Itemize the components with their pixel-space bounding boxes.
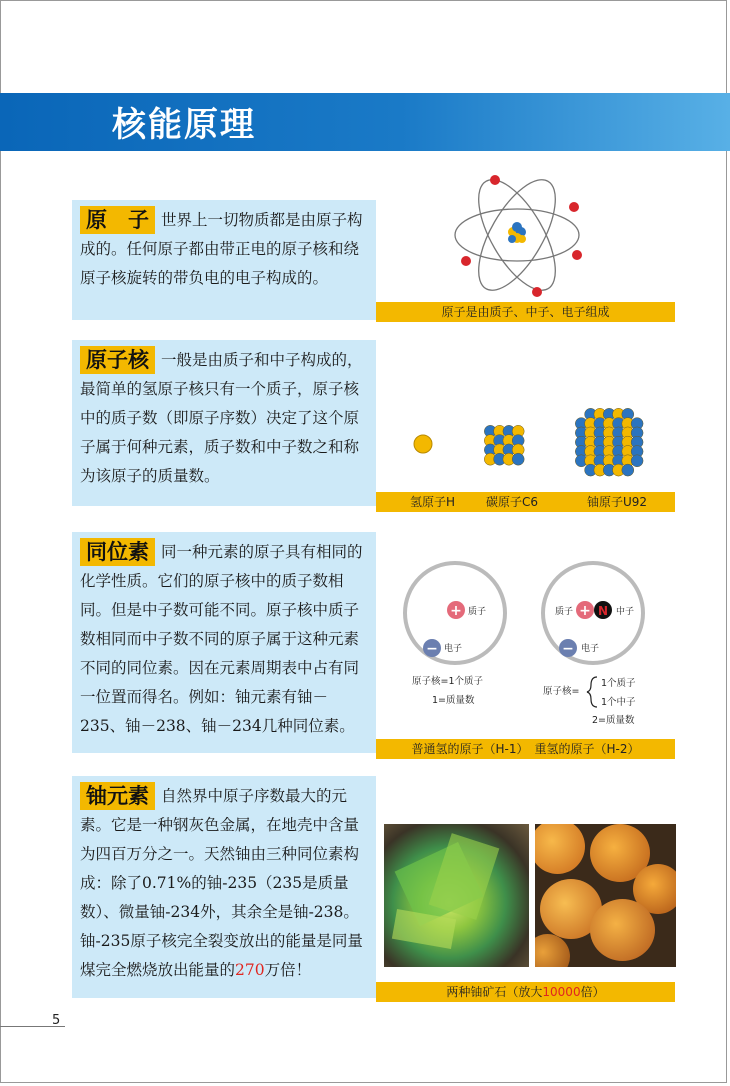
h2-mass: 2=质量数 [592,715,635,726]
svg-text:N: N [597,604,609,618]
page-number: 5 [52,1013,61,1028]
nucleus-section [72,340,376,506]
h1-mass: 1=质量数 [432,695,475,706]
mineral-photo-green [384,824,529,967]
h2-proton-label: 质子 [555,607,574,617]
uranium-text: 自然界中原子序数最大的元素。它是一种钢灰色金属，在地壳中含量为四百万分之一。天然铀由三种同位素构成：除了0.71%的铀-235（235是质量数）、微量铀-234外，其余全是铀-238。铀-235原子核完全裂变放出的能量是同量煤完全燃烧放出能量的 [80,787,363,979]
nucleon [622,464,634,476]
isotope-tag: 同位素 [80,538,155,566]
h1-electron-label: 电子 [444,644,463,654]
h2-neutron-label: 中子 [616,607,635,617]
nuclei-illustration [395,398,675,490]
uranium-text-end: 万倍！ [264,961,312,979]
carbon-label: 碳原子C6 [486,495,539,509]
nucleon [512,453,524,465]
mineral-photo-orange [535,824,676,967]
h1-proton-label: 质子 [468,607,487,617]
carbon-nucleus [484,425,524,465]
uranium-label: 铀原子U92 [587,495,648,509]
atom-caption: 原子是由质子、中子、电子组成 [376,302,675,322]
svg-text:−: − [562,641,574,657]
svg-text:+: + [450,603,462,619]
nuclei-caption [376,492,675,512]
ore-caption [376,982,675,1002]
uranium-highlight: 270 [235,961,265,979]
ore-caption-text: 两种铀矿石（放大 [446,985,543,999]
h2-electron-label: 电子 [581,644,600,654]
svg-text:−: − [426,641,438,657]
page-number-rule [0,1026,65,1027]
isotope-caption: 普通氢的原子（H-1） 重氢的原子（H-2） [376,739,675,759]
uranium-section [72,776,376,998]
svg-text:+: + [579,603,591,619]
uranium-tag: 铀元素 [80,782,155,810]
ore-caption-highlight: 10000 [542,985,581,999]
hydrogen-label: 氢原子H [410,495,456,509]
isotope-diagram [395,555,675,730]
ore-caption-text-end: 倍） [580,985,605,999]
nucleus-tag: 原子核 [80,346,155,374]
atom-section [72,200,376,320]
h2-item1: 1个质子 [601,678,636,689]
isotope-text: 同一种元素的原子具有相同的化学性质。它们的原子核中的质子数相同。但是中子数可能不同。原子核中质子数相同而中子数不同的原子属于这种元素不同的同位素。因在元素周期表中占有同一位置而得名。例如：铀元素有铀－235、铀－238、铀－234几种同位素。 [80,543,363,735]
h2-item2: 1个中子 [601,697,636,708]
atom-text: 世界上一切物质都是由原子构成的。任何原子都由带正电的原子核和绕原子核旋转的带负电的电子构成的。 [80,211,363,287]
nucleon [631,455,643,467]
atom-nucleus [508,222,526,243]
isotope-section [72,532,376,753]
title-banner [0,93,730,151]
atom-diagram [440,165,610,300]
nucleus-text: 一般是由质子和中子构成的，最简单的氢原子核只有一个质子，原子核中的质子数（即原子序数）决定了这个原子属于何种元素，质子数和中子数之和称为该原子的质量数。 [80,351,363,485]
page-title: 核能原理 [112,105,256,145]
h1-formula: 原子核=1个质子 [412,676,484,687]
uranium-nucleus [575,408,643,476]
hydrogen-nucleus [414,435,432,453]
h2-formula-lhs: 原子核= [543,686,580,697]
h2-brace [587,677,597,707]
atom-tag: 原 子 [80,206,155,234]
